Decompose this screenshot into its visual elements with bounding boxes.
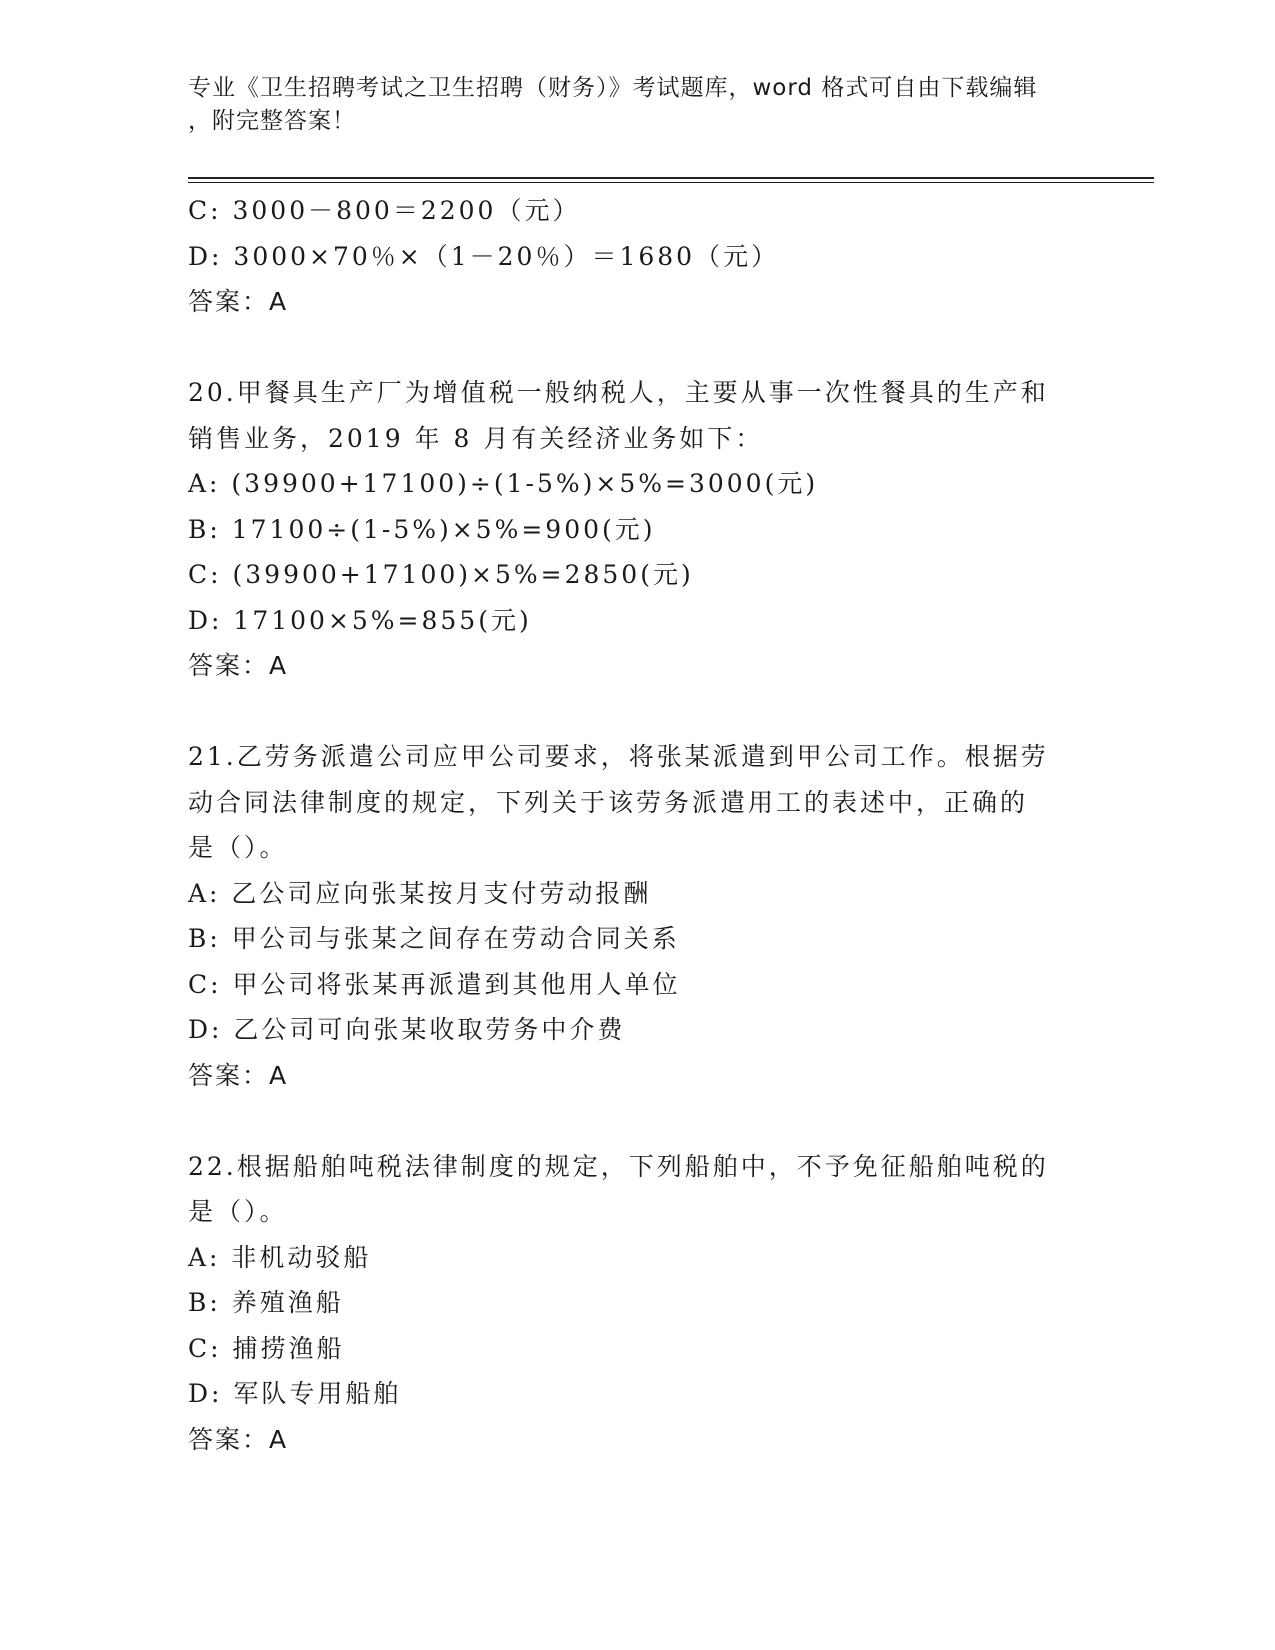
option-c: C: 3000－800＝2200（元）: [188, 196, 581, 225]
page-header: [188, 72, 1068, 138]
header-line-2: ，附完整答案！: [188, 108, 356, 134]
answer-line: 答案：A: [188, 287, 289, 316]
option-d: D: 17100×5%=855(元): [188, 605, 532, 635]
question-text-line: 动合同法律制度的规定，下列关于该劳务派遣用工的表述中，正确的: [188, 787, 1029, 817]
option-b: B: 甲公司与张某之间存在劳动合同关系: [188, 924, 680, 953]
option-c: C: (39900+17100)×5%=2850(元): [188, 560, 694, 589]
option-a: A: 乙公司应向张某按月支付劳动报酬: [188, 878, 652, 908]
option-b: B: 17100÷(1-5%)×5%=900(元): [188, 514, 656, 544]
question-list: [188, 188, 1088, 1462]
option-b: B: 养殖渔船: [188, 1288, 344, 1317]
spacer: [188, 689, 1088, 735]
option-d: D: 乙公司可向张某收取劳务中介费: [188, 1015, 626, 1044]
spacer: [188, 325, 1088, 371]
answer-line: 答案：A: [188, 651, 289, 680]
question-text-line: 是（）。: [188, 833, 288, 862]
question-22: [188, 1144, 1088, 1463]
option-a: A: (39900+17100)÷(1-5%)×5%=3000(元): [188, 469, 819, 498]
header-rule-thick: [188, 177, 1154, 179]
question-text-line: 22.根据船舶吨税法律制度的规定，下列船舶中，不予免征船舶吨税的: [188, 1151, 1049, 1181]
option-c: C: 捕捞渔船: [188, 1333, 345, 1363]
answer-line: 答案：A: [188, 1424, 289, 1454]
option-d: D: 3000×70％×（1－20％）＝1680（元）: [188, 241, 780, 271]
option-c: C: 甲公司将张某再派遣到其他用人单位: [188, 969, 681, 999]
option-a: A: 非机动驳船: [188, 1242, 372, 1272]
answer-line: 答案：A: [188, 1060, 289, 1090]
header-rule-thin: [188, 182, 1154, 183]
header-line-1: 专业《卫生招聘考试之卫生招聘（财务）》考试题库，word 格式可自由下载编辑: [188, 75, 1038, 101]
question-20: [188, 370, 1088, 689]
previous-question-tail: [188, 188, 1088, 325]
question-text-line: 20.甲餐具生产厂为增值税一般纳税人，主要从事一次性餐具的生产和: [188, 378, 1049, 407]
question-21: [188, 734, 1088, 1098]
spacer: [188, 1098, 1088, 1144]
question-text-line: 销售业务，2019 年 8 月有关经济业务如下：: [188, 423, 764, 453]
option-d: D: 军队专用船舶: [188, 1379, 402, 1408]
question-text-line: 是（）。: [188, 1197, 288, 1226]
question-text-line: 21.乙劳务派遣公司应甲公司要求，将张某派遣到甲公司工作。根据劳: [188, 742, 1049, 771]
